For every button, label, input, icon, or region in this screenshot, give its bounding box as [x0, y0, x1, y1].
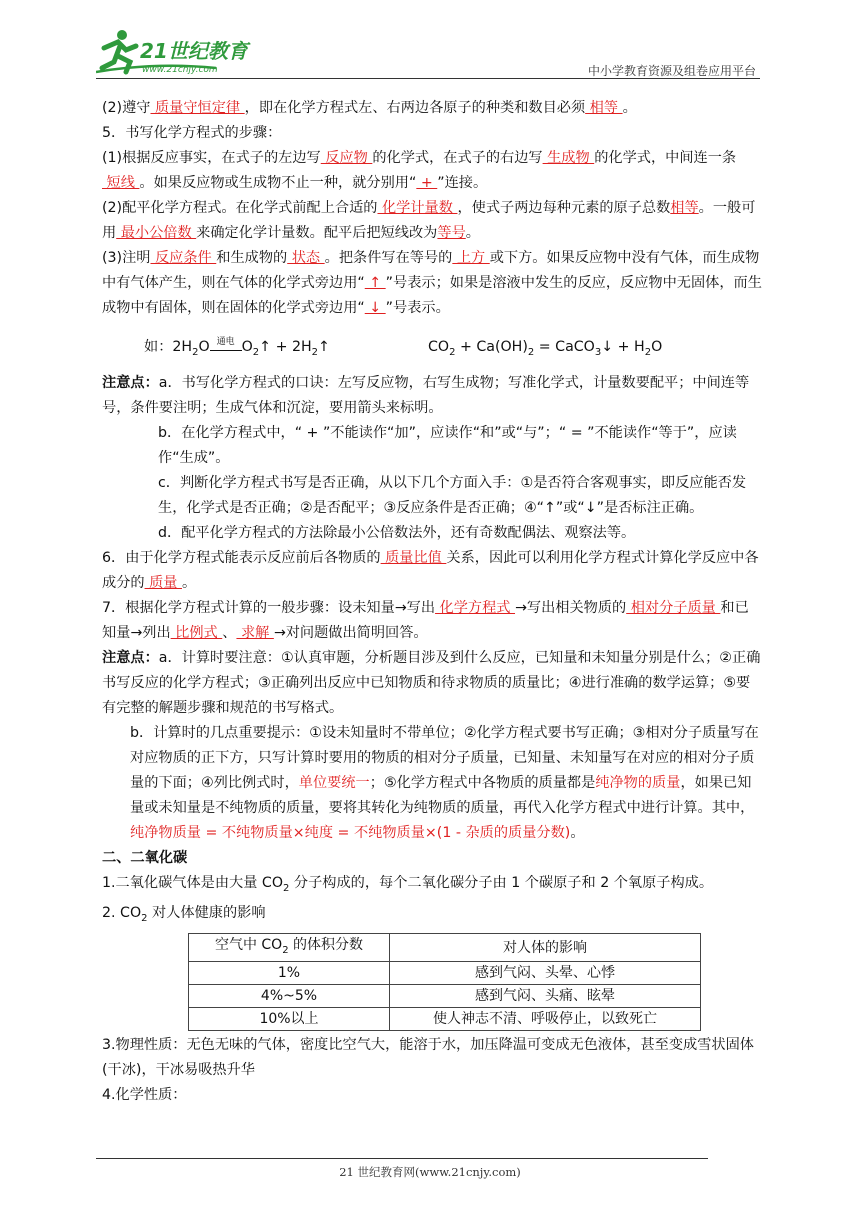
co2-health-title: 2. $CO_2$ 对人体健康的影响	[102, 904, 266, 924]
table-row	[189, 1008, 701, 1031]
page-footer: 21 世纪教育网(www.21cnjy.com)	[339, 1165, 521, 1179]
note-1-b: b．在化学方程式中，“ + ”不能读作“加”，应读作“和”或“与”；“ = ”不能读作“等于”，应读作“生成”。	[158, 425, 737, 466]
footer-divider	[96, 1158, 708, 1159]
table-row	[189, 985, 701, 1008]
paragraph-conservation: (2)遵守 质量守恒定律 ，即在化学方程式左、右两边各原子的种类和数目必须 相等 。	[102, 100, 637, 116]
co2-chemical-properties: 4.化学性质：	[102, 1087, 187, 1104]
equation-water-electrolysis: 如：$2H_2O$ 通电 $O_2↑$ + $2H_2↑$	[144, 337, 330, 358]
table-cell: 使人神志不清、呼吸停止，以致死亡	[390, 1008, 701, 1031]
table-cell: 4%~5%	[189, 985, 390, 1008]
reaction-condition: 通电	[210, 339, 242, 351]
logo-url: www.21cnjy.com	[142, 65, 218, 75]
header-divider	[96, 78, 760, 79]
paragraph-6: 6．由于化学方程式能表示反应前后各物质的 质量比值 关系，因此可以利用化学方程式计算化学反应中各成分的 质量 。	[102, 550, 759, 591]
note-2-a: 注意点：a．计算时要注意：①认真审题，分析题目涉及到什么反应，已知量和未知量分别是什么；②正确书写反应的化学方程式；③正确列出反应中已知物质和待求物质的质量比；④进行准确的数学运算；⑤要有完整的解题步骤和规范的书写格式。	[102, 650, 761, 716]
table-header-cell: 空气中 $CO_2$ 的体积分数	[189, 933, 390, 962]
logo	[96, 26, 266, 76]
section-5-title: 5．书写化学方程式的步骤：	[102, 125, 282, 141]
table-cell: 1%	[189, 962, 390, 985]
paragraph-5-2: (2)配平化学方程式。在化学式前配上合适的 化学计量数 ，使式子两边每种元素的原子总数相等。一般可用 最小公倍数 来确定化学计量数。配平后把短线改为等号。	[102, 200, 756, 241]
co2-physical-properties: 3.物理性质：无色无味的气体，密度比空气大，能溶于水，加压降温可变成无色液体，甚至变成雪状固体(干冰)，干冰易吸热升华	[102, 1037, 754, 1079]
logo-text: 21世纪教育	[140, 39, 248, 63]
header-platform-name: 中小学教育资源及组卷应用平台	[587, 64, 756, 78]
table-header-row	[189, 933, 701, 962]
note-1-c: c．判断化学方程式书写是否正确，从以下几个方面入手：①是否符合客观事实，即反应能否发生，化学式是否正确；②是否配平；③反应条件是否正确；④“↑”或“↓”是否标注正确。	[158, 475, 747, 516]
co2-health-table	[188, 933, 701, 1032]
co2-composition: 1.二氧化碳气体是由大量 $CO_2$ 分子构成的，每个二氧化碳分子由 1 个碳原子和 2 个氧原子构成。	[102, 875, 714, 894]
paragraph-7: 7．根据化学方程式计算的一般步骤：设未知量→写出 化学方程式 →写出相关物质的 相对分子质量 和已知量→列出 比例式 、 求解 →对问题做出简明回答。	[102, 600, 749, 641]
paragraph-5-3: (3)注明 反应条件 和生成物的 状态 。把条件写在等号的 上方 或下方。如果反应物中没有气体，而生成物中有气体产生，则在气体的化学式旁边用“ ↑ ”号表示；如果是溶液中发生的反应，反应物中无固体，而生成物中有固体，则在固体的化学式旁边用“ ↓ ”号表示。	[102, 250, 762, 316]
document-body	[102, 96, 762, 1108]
table-row	[189, 962, 701, 985]
example-equations	[144, 335, 762, 361]
section-co2-title: 二、二氧化碳	[102, 850, 188, 866]
table-cell: 感到气闷、头晕、心悸	[390, 962, 701, 985]
table-cell: 感到气闷、头痛、眩晕	[390, 985, 701, 1008]
table-header-cell: 对人体的影响	[390, 933, 701, 962]
note-1-a: 注意点：a．书写化学方程式的口诀：左写反应物，右写生成物；写准化学式，计量数要配平；中间连等号，条件要注明；生成气体和沉淀，要用箭头来标明。	[102, 375, 750, 416]
paragraph-5-1: (1)根据反应事实，在式子的左边写 反应物 的化学式，在式子的右边写 生成物 的化学式，中间连一条 短线 。如果反应物或生成物不止一种，就分别用“ + ”连接。	[102, 150, 737, 191]
note-1-d: d．配平化学方程式的方法除最小公倍数法外，还有奇数配偶法、观察法等。	[158, 525, 636, 541]
equation-limewater: $CO_2 + Ca(OH)_2$ = CaCO$_3$↓ + $H_2O$	[428, 339, 663, 358]
table-cell: 10%以上	[189, 1008, 390, 1031]
page-header	[96, 26, 756, 80]
note-2-b: b．计算时的几点重要提示：①设未知量时不带单位；②化学方程式要书写正确；③相对分子质量写在对应物质的正下方，只写计算时要用的物质的相对分子质量，已知量、未知量写在对应的相对分子质量的下面；④列比例式时，单位要统一；⑤化学方程式中各物质的质量都是纯净物的质量，如果已知量或未知量是不纯物质的质量，要将其转化为纯物质的质量，再代入化学方程式中进行计算。其中，纯净物质量 = 不纯物质量×纯度 = 不纯物质量×(1 - 杂质的质量分数)。	[130, 725, 759, 841]
